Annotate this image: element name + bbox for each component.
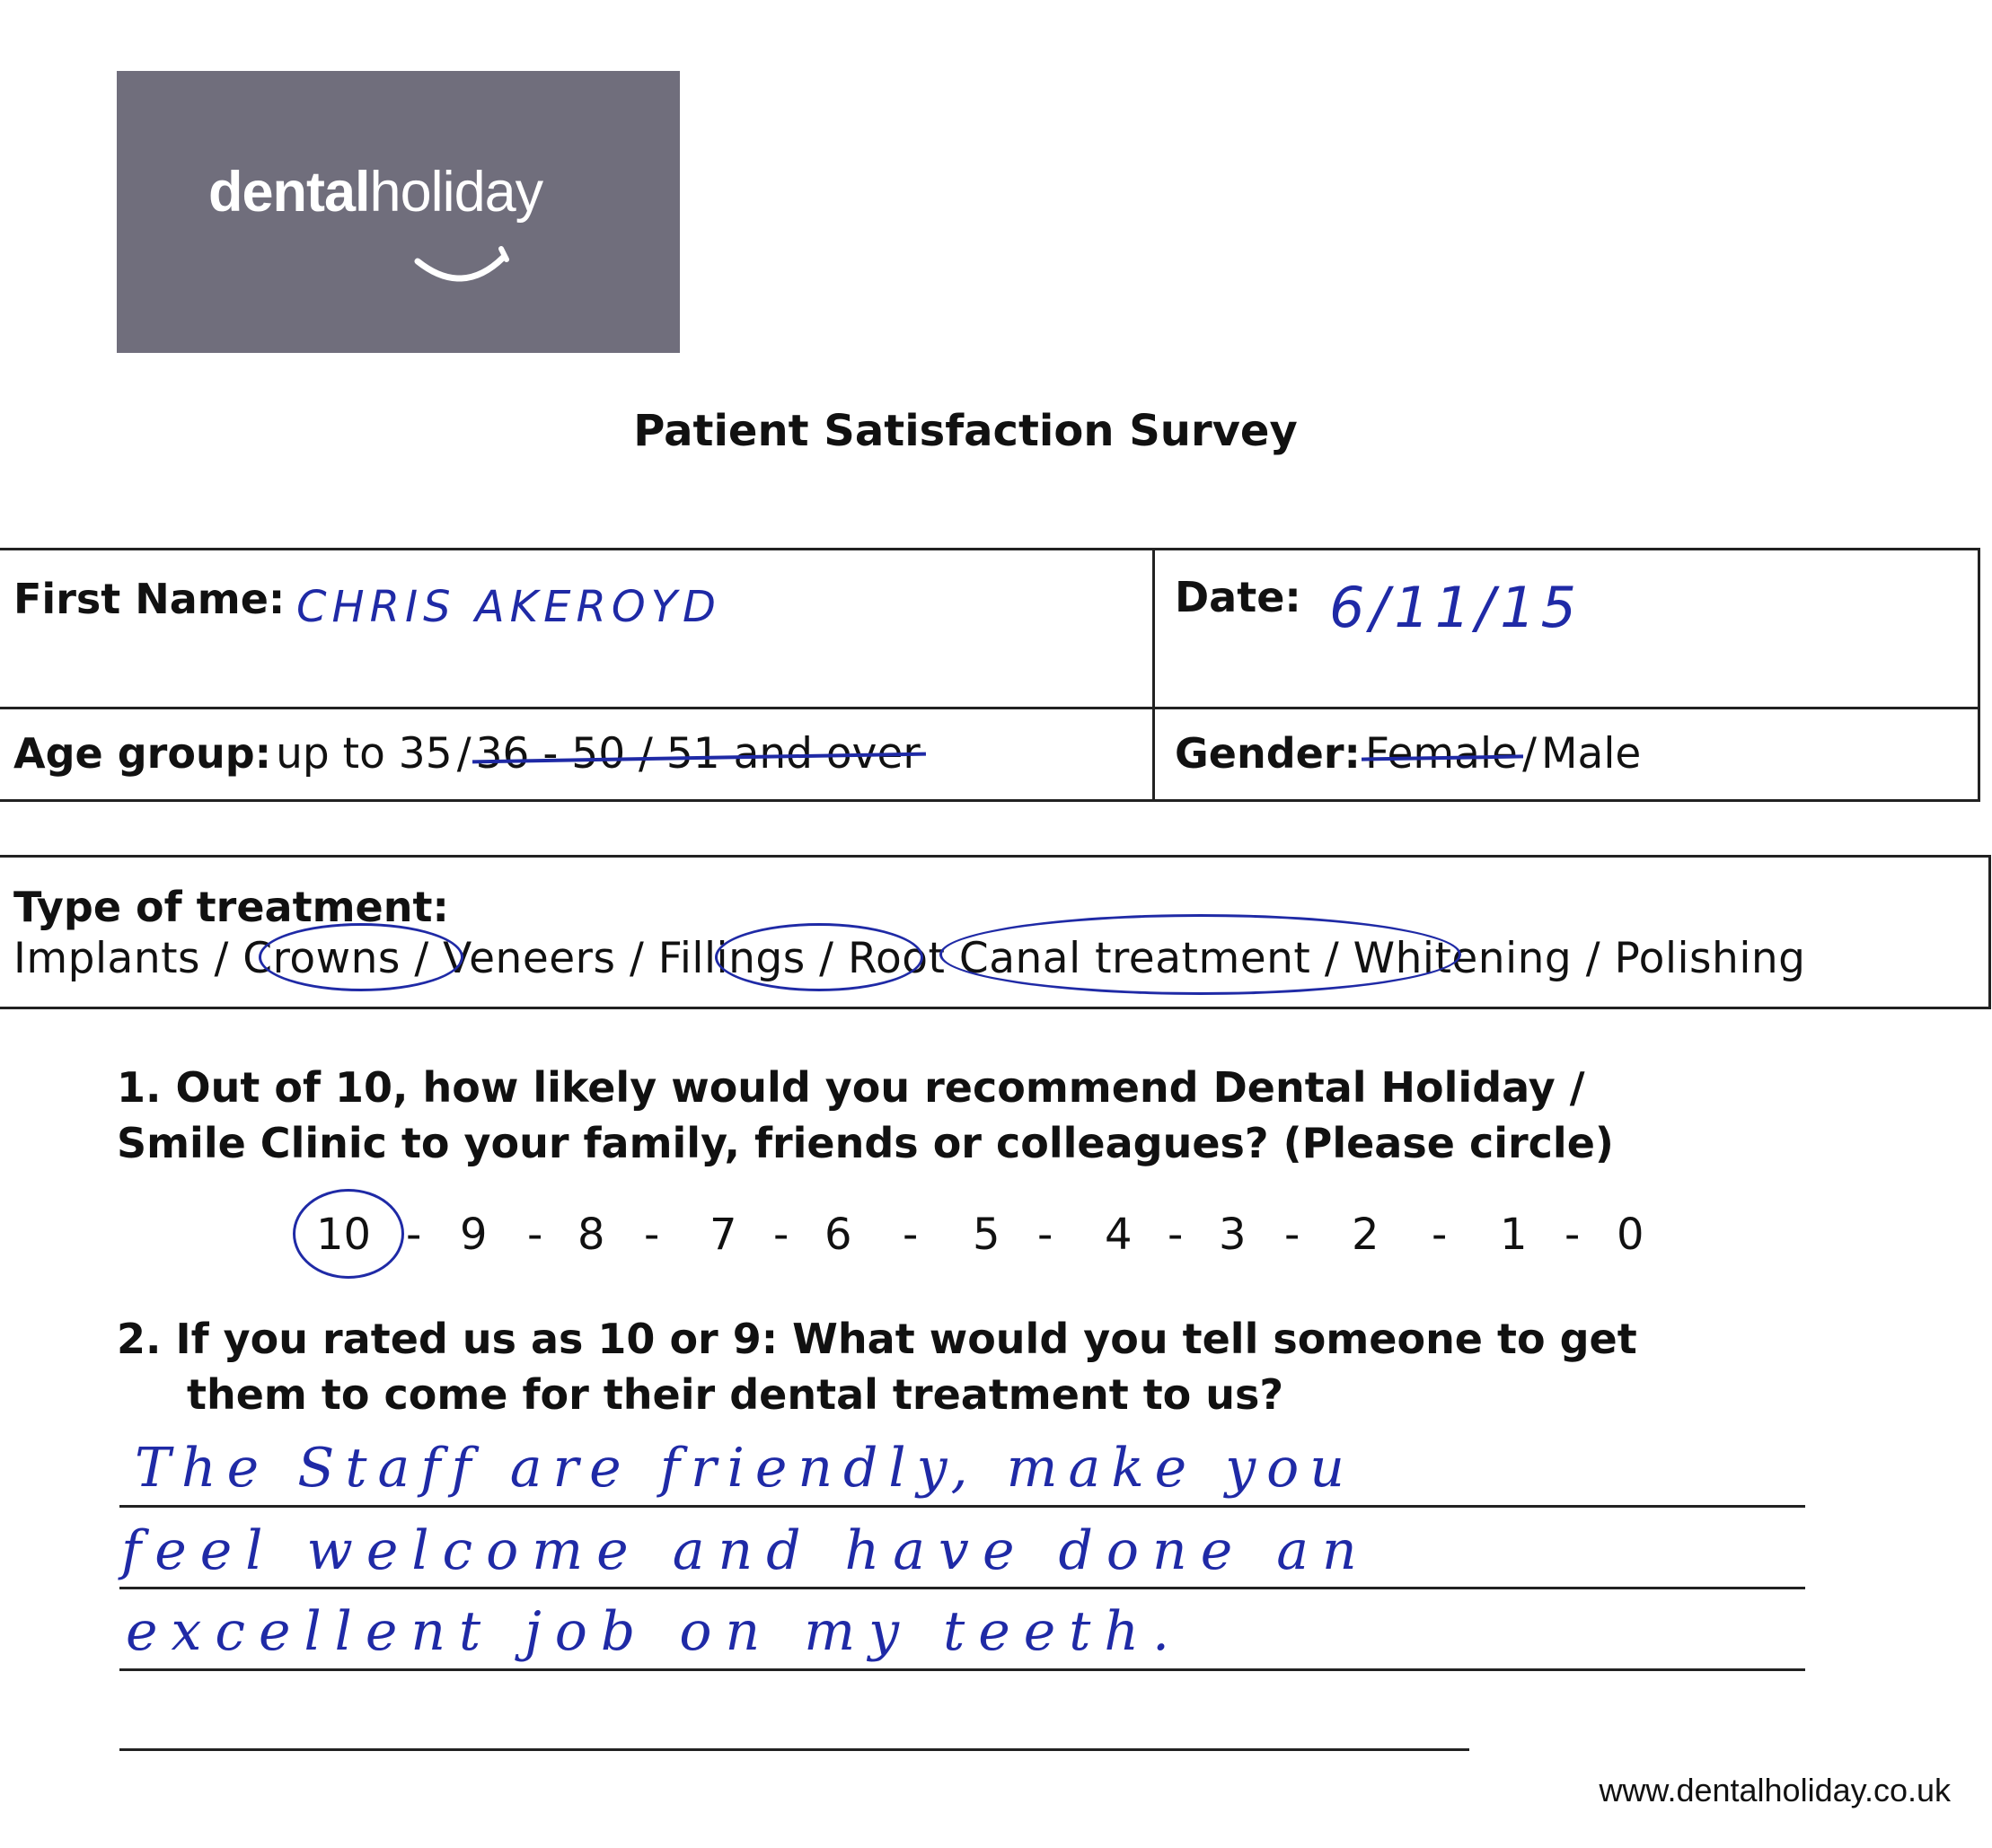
answer-line[interactable]: The Staff are friendly, make you	[135, 1437, 1355, 1500]
page-title: Patient Satisfaction Survey	[633, 406, 1298, 456]
crowns-circle-mark	[259, 923, 463, 991]
question-1-line-1: 1. Out of 10, how likely would you recommend Dental Holiday /	[117, 1063, 1585, 1112]
date-label: Date:	[1175, 573, 1301, 621]
date-field[interactable]: 6/11/15	[1329, 575, 1582, 640]
answer-line[interactable]: feel welcome and have done an	[121, 1519, 1371, 1582]
gender-field	[1175, 729, 1641, 779]
answer-rule	[119, 1668, 1805, 1671]
gender-option-female[interactable]: Female	[1365, 729, 1518, 779]
rating-3[interactable]: 3	[1219, 1210, 1247, 1260]
rating-10[interactable]: 10	[316, 1210, 372, 1260]
rating-7[interactable]: 7	[710, 1210, 737, 1260]
treatment-implants[interactable]: Implants	[13, 934, 201, 983]
rating-10-circle-mark	[293, 1189, 404, 1279]
treatment-polishing[interactable]: Polishing	[1614, 934, 1806, 983]
gender-separator: /	[1522, 729, 1537, 779]
age-option-struck[interactable]: 36 - 50 / 51 and over	[475, 729, 921, 779]
age-group-label: Age group:	[13, 729, 272, 778]
treatment-whitening[interactable]: Whitening	[1353, 934, 1573, 983]
treatment-options: Implants / Crowns / Veneers / Fillings / Root Canal treatment / Whitening / Polishing	[13, 934, 1806, 983]
age-option-selected[interactable]: up to 35	[276, 729, 453, 779]
age-separator: /	[456, 729, 472, 779]
rating-6[interactable]: 6	[824, 1210, 852, 1260]
question-1-line-2: Smile Clinic to your family, friends or colleagues? (Please circle)	[117, 1119, 1614, 1167]
fillings-circle-mark	[715, 923, 923, 991]
rating-0[interactable]: 0	[1617, 1210, 1644, 1260]
treatment-veneers[interactable]: Veneers	[443, 934, 616, 983]
rating-8[interactable]: 8	[577, 1210, 605, 1260]
first-name-field[interactable]: CHRIS AKEROYD	[296, 582, 721, 632]
question-2-line-1: 2. If you rated us as 10 or 9: What would you tell someone to get	[117, 1315, 1637, 1363]
answer-rule	[119, 1587, 1805, 1589]
answer-rule	[119, 1505, 1805, 1508]
age-group-field	[13, 729, 921, 779]
root-canal-circle-mark	[939, 914, 1461, 995]
website-url[interactable]: www.dentalholiday.co.uk	[1599, 1772, 1951, 1808]
gender-option-male[interactable]: Male	[1541, 729, 1642, 779]
smile-icon	[413, 242, 512, 295]
treatment-label: Type of treatment:	[13, 883, 449, 931]
dentalholiday-logo	[117, 71, 680, 353]
answer-rule	[119, 1748, 1469, 1751]
rating-4[interactable]: 4	[1105, 1210, 1133, 1260]
gender-label: Gender:	[1175, 729, 1361, 778]
logo-wordmark: dentalholiday	[208, 161, 543, 224]
rating-1[interactable]: 1	[1500, 1210, 1528, 1260]
rating-5[interactable]: 5	[973, 1210, 1000, 1260]
answer-line[interactable]: excellent job on my teeth.	[126, 1600, 1184, 1663]
treatment-root-canal[interactable]: Root Canal treatment	[847, 934, 1311, 983]
treatment-fillings[interactable]: Fillings	[657, 934, 806, 983]
rating-9[interactable]: 9	[460, 1210, 488, 1260]
rating-2[interactable]: 2	[1352, 1210, 1379, 1260]
question-2-line-2: them to come for their dental treatment to us?	[187, 1370, 1284, 1419]
treatment-crowns[interactable]: Crowns	[242, 934, 401, 983]
first-name-label: First Name:	[13, 575, 286, 623]
